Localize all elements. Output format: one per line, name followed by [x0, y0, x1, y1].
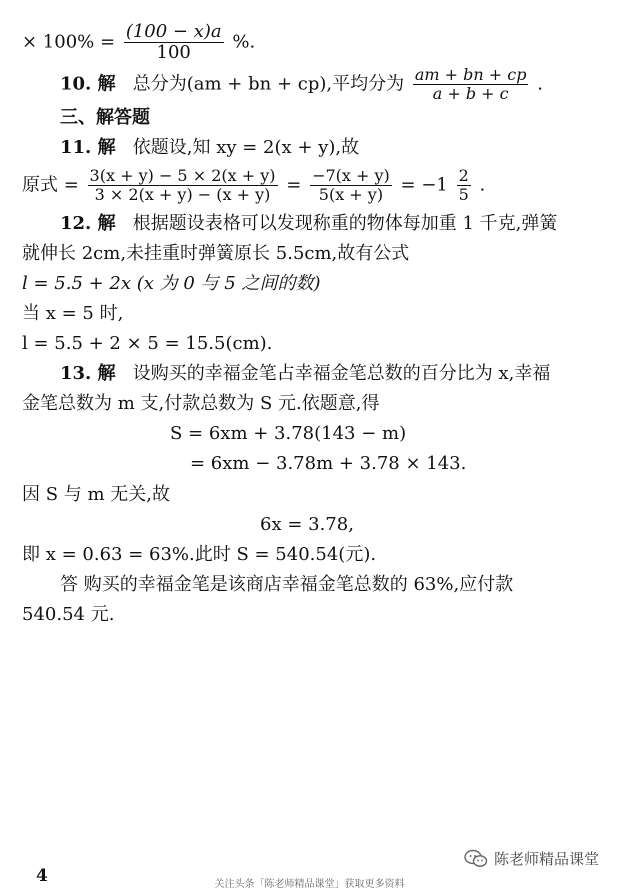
answer-12-formula: l = 5.5 + 2x (x 为 0 与 5 之间的数): [22, 273, 321, 294]
fraction: [88, 167, 278, 204]
answer-13-line5: 因 S 与 m 无关,故: [22, 484, 171, 505]
fraction: [124, 22, 224, 63]
answer-13-line1: [60, 363, 550, 385]
answer-13-equation2: = 6xm − 3.78m + 3.78 × 143.: [190, 453, 467, 474]
question-label: 13. 解: [60, 363, 116, 384]
fraction-numerator: 2: [458, 166, 469, 185]
answer-12-line2: 就伸长 2cm,未挂重时弹簧原长 5.5cm,故有公式: [22, 243, 410, 264]
answer-13-line7: 即 x = 0.63 = 63%.此时 S = 540.54(元).: [22, 544, 377, 565]
question-label: 12. 解: [60, 213, 116, 234]
footer-note: 关注头条「陈老师精品课堂」获取更多资料: [214, 879, 405, 890]
result-prefix: = −1: [400, 174, 448, 196]
fraction-numerator: am + bn + cp: [414, 65, 527, 84]
line-percent-formula: [22, 22, 255, 63]
equals-sign: =: [286, 174, 302, 196]
watermark-text: 陈老师精品课堂: [493, 850, 599, 868]
answer-13-conclusion: 答 购买的幸福金笔是该商店幸福金笔总数的 63%,应付款: [60, 574, 514, 595]
answer-suffix: .: [537, 73, 543, 95]
question-label: 10. 解: [60, 73, 116, 95]
answer-13-equation1: S = 6xm + 3.78(143 − m): [170, 423, 407, 444]
fraction-numerator: −7(x + y): [312, 166, 390, 185]
section-heading: 三、解答题: [60, 107, 150, 128]
fraction: [413, 66, 529, 103]
formula-suffix: %.: [232, 31, 256, 53]
formula-lhs: 原式 =: [22, 174, 79, 196]
answer-13-line2: 金笔总数为 m 支,付款总数为 S 元.依题意,得: [22, 393, 380, 414]
question-label: 11. 解: [60, 137, 116, 158]
fraction-numerator: 3(x + y) − 5 × 2(x + y): [89, 166, 276, 185]
fraction-denominator: 3 × 2(x + y) − (x + y): [94, 185, 271, 204]
answer-13-equation3: 6x = 3.78,: [260, 514, 354, 535]
answer-text: 根据题设表格可以发现称重的物体每加重 1 千克,弹簧: [132, 213, 558, 234]
page-number: 4: [36, 866, 48, 886]
answer-12-result: l = 5.5 + 2 × 5 = 15.5(cm).: [22, 333, 273, 354]
fraction-denominator: 5(x + y): [318, 185, 384, 204]
formula-prefix: × 100% =: [22, 31, 116, 53]
answer-11-formula: [22, 167, 485, 204]
answer-10: [60, 66, 543, 103]
answer-11-intro: [60, 137, 359, 159]
formula-suffix: .: [479, 174, 486, 196]
answer-13-conclusion-end: 540.54 元.: [22, 604, 115, 625]
fraction-denominator: a + b + c: [432, 84, 509, 103]
answer-text: 设购买的幸福金笔占幸福金笔总数的百分比为 x,幸福: [132, 363, 551, 384]
answer-12-line1: [60, 213, 557, 235]
fraction: [310, 167, 392, 204]
fraction: [457, 167, 471, 204]
answer-text: 依题设,知 xy = 2(x + y),故: [132, 137, 360, 158]
wechat-icon: [464, 849, 488, 869]
fraction-numerator: (100 − x)a: [125, 21, 222, 42]
watermark: [464, 848, 599, 869]
fraction-denominator: 5: [458, 185, 469, 204]
answer-text: 总分为(am + bn + cp),平均分为: [132, 73, 405, 95]
answer-12-line4: 当 x = 5 时,: [22, 303, 124, 324]
fraction-denominator: 100: [156, 42, 191, 63]
